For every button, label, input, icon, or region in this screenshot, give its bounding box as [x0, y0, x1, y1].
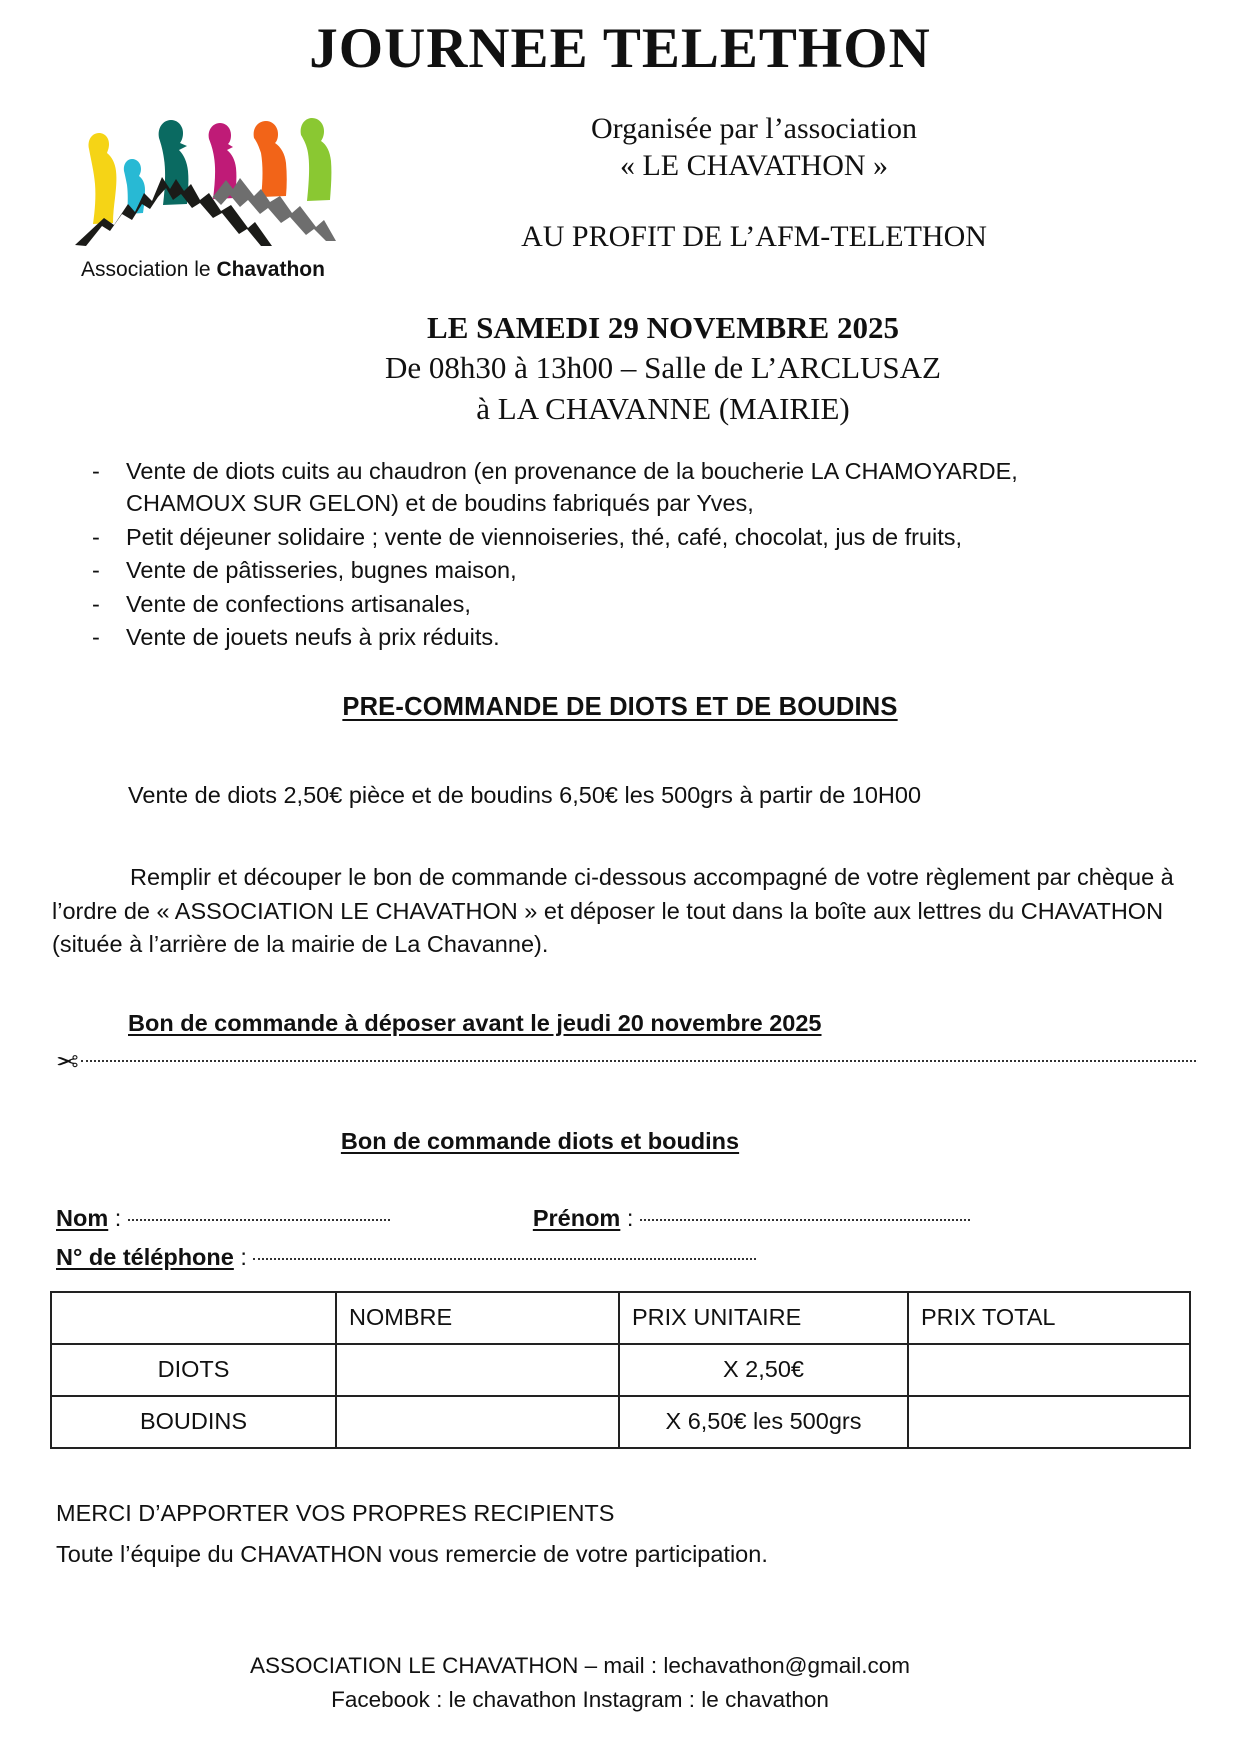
list-item [92, 455, 1130, 520]
order-form-fields [0, 1205, 1240, 1271]
prenom-label: Prénom [532, 1204, 621, 1231]
bullet-dash: - [92, 624, 100, 650]
prenom-colon: : [620, 1204, 640, 1231]
list-item [92, 521, 1130, 553]
cell-diots-prix-total[interactable] [908, 1344, 1190, 1396]
bullet-text: Petit déjeuner solidaire ; vente de viennoiseries, thé, café, chocolat, jus de fruits, [126, 523, 963, 550]
activities-list [0, 455, 1240, 654]
bullet-text: Vente de pâtisseries, bugnes maison, [126, 557, 517, 584]
cell-diots-nombre[interactable] [336, 1344, 619, 1396]
closing-line-1: MERCI D’APPORTER VOS PROPRES RECIPIENTS [56, 1499, 615, 1526]
price-line: Vente de diots 2,50€ pièce et de boudins 6,50€ les 500grs à partir de 10H00 [128, 782, 922, 809]
intro-line-1: Organisée par l’association [590, 112, 917, 145]
cut-dotted-rule [81, 1059, 1196, 1062]
scissors-icon: ✂ [56, 1046, 79, 1077]
prenom-input[interactable] [640, 1218, 970, 1221]
cell-boudins-prix-total[interactable] [908, 1396, 1190, 1448]
cell-boudins-nombre[interactable] [336, 1396, 619, 1448]
closing-line-2: Toute l’équipe du CHAVATHON vous remercie de votre participation. [56, 1540, 768, 1567]
row-label-diots: DIOTS [51, 1344, 336, 1396]
intro-line-2: « LE CHAVATHON » [619, 148, 889, 182]
precommande-heading: PRE-COMMANDE DE DIOTS ET DE BOUDINS [342, 693, 898, 722]
nom-input[interactable] [128, 1218, 390, 1221]
table-header-cell-nombre: NOMBRE [336, 1292, 619, 1344]
order-form-heading: Bon de commande diots et boudins [340, 1127, 740, 1154]
telephone-input[interactable] [253, 1257, 756, 1260]
event-date: LE SAMEDI 29 NOVEMBRE 2025 [427, 310, 899, 345]
instructions-text: Remplir et découper le bon de commande ci-dessous accompagné de votre règlement par chèque à l’ordre de « ASSOCIATION LE CHAVATHON » et déposer le tout dans la boîte aux lettres du CHAVATHON (située à l’arrière de la mairie de La Chavanne). [52, 864, 1174, 958]
nom-colon: : [108, 1204, 128, 1231]
closing-block [0, 1493, 1240, 1575]
name-row [56, 1205, 1240, 1232]
bullet-dash: - [92, 523, 100, 550]
table-header-cell-blank [51, 1292, 336, 1344]
bullet-text: Vente de confections artisanales, [126, 590, 471, 617]
intro-spacer [348, 184, 1160, 218]
deadline-heading: Bon de commande à déposer avant le jeudi 20 novembre 2025 [128, 1009, 822, 1036]
list-item [92, 588, 1130, 620]
chavathon-logo-icon [58, 105, 338, 257]
poster-page [0, 8, 1240, 1762]
footer-contact: ASSOCIATION LE CHAVATHON – mail : lechavathon@gmail.com [249, 1652, 911, 1678]
telephone-colon: : [233, 1243, 254, 1270]
cell-boudins-prix-unitaire: X 6,50€ les 500grs [619, 1396, 908, 1448]
footer [0, 1649, 1240, 1717]
logo-caption [58, 258, 348, 282]
event-details [0, 308, 1240, 429]
order-table [50, 1291, 1191, 1449]
table-row [51, 1344, 1190, 1396]
page-title: JOURNEE TELETHON [309, 17, 931, 80]
telephone-label: N° de téléphone [56, 1243, 234, 1270]
table-header-cell-prix-total: PRIX TOTAL [908, 1292, 1190, 1344]
cut-line [0, 1046, 1240, 1077]
table-header-cell-prix-unitaire: PRIX UNITAIRE [619, 1292, 908, 1344]
bullet-dash: - [92, 457, 100, 484]
bullet-text: Vente de diots cuits au chaudron (en provenance de la boucherie LA CHAMOYARDE, CHAMOUX SUR GELON) et de boudins fabriqués par Yves, [126, 457, 1018, 517]
table-row [51, 1396, 1190, 1448]
logo-block [58, 93, 348, 282]
nom-label: Nom [56, 1204, 109, 1231]
intro-line-3: AU PROFIT DE L’AFM-TELETHON [521, 220, 987, 254]
intro-block [348, 93, 1240, 256]
bullet-dash: - [92, 557, 100, 584]
event-time-place: De 08h30 à 13h00 – Salle de L’ARCLUSAZ [385, 350, 941, 386]
logo-caption-bold: Chavathon [216, 258, 325, 281]
logo-caption-prefix: Association le [81, 258, 217, 281]
bullet-dash: - [92, 590, 100, 617]
footer-social: Facebook : le chavathon Instagram : le chavathon [331, 1686, 829, 1712]
header-row [0, 93, 1240, 282]
bullet-text: Vente de jouets neufs à prix réduits. [126, 624, 500, 650]
list-item [92, 621, 1130, 653]
table-header-row [51, 1292, 1190, 1344]
list-item [92, 554, 1130, 586]
event-city: à LA CHAVANNE (MAIRIE) [476, 390, 850, 426]
instructions-paragraph [0, 861, 1240, 961]
row-label-boudins: BOUDINS [51, 1396, 336, 1448]
phone-row [56, 1244, 1240, 1271]
cell-diots-prix-unitaire: X 2,50€ [619, 1344, 908, 1396]
